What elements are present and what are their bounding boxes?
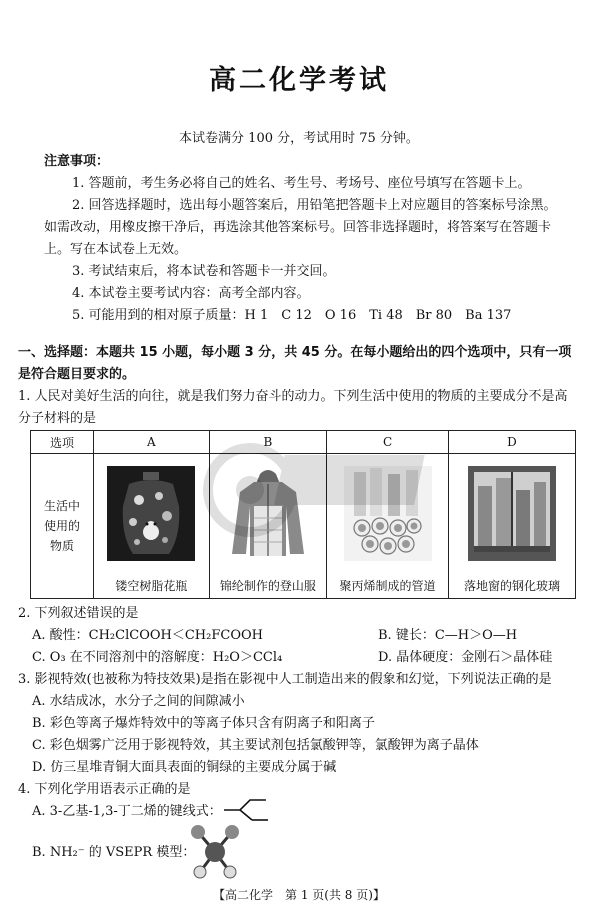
q1-options-table [30,430,576,599]
q2-option-a: A. 酸性：CH₂ClCOOH＜CH₂FCOOH [32,628,263,643]
pipes-image [344,466,432,561]
q4-stem: 4. 下列化学用语表示正确的是 [18,782,191,797]
page-footer: 【高二化学 第 1 页(共 8 页)】 [213,888,385,902]
q3-option-b: B. 彩色等离子爆炸特效中的等离子体只含有阴离子和阳离子 [32,716,375,731]
q2-option-d: D. 晶体硬度：金刚石＞晶体硅 [378,650,553,665]
jacket-image [224,466,312,561]
q1-stem: 1. 人民对美好生活的向往，就是我们努力奋斗的动力。下列生活中使用的物质的主要成分不是高分子材料的是 [18,389,568,426]
note-5: 5. 可能用到的相对原子质量：H 1 C 12 O 16 Ti 48 Br 80 Ba 137 [72,308,512,323]
table-head-a: A [94,431,210,454]
row-label: 生活中使用的物质 [43,499,80,553]
q2-stem: 2. 下列叙述错误的是 [18,606,139,621]
table-head-option: 选项 [31,431,94,454]
table-head-d: D [448,431,575,454]
note-3: 3. 考试结束后，将本试卷和答题卡一并交回。 [72,264,336,279]
window-image [468,466,556,561]
page-title: 高二化学考试 [209,65,389,96]
vsepr-model-image [180,822,250,882]
caption-d: 落地窗的钢化玻璃 [463,579,560,593]
q3-stem: 3. 影视特效(也被称为特技效果)是指在影视中人工制造出来的假象和幻觉，下列说法正确的是 [18,672,552,687]
q3-option-d: D. 仿三星堆青铜大面具表面的铜绿的主要成分属于碱 [32,760,337,775]
skeletal-formula-image [222,796,272,822]
notes-heading: 注意事项： [44,154,110,169]
exam-info: 本试卷满分 100 分，考试用时 75 分钟。 [179,131,419,146]
caption-b: 锦纶制作的登山服 [219,579,316,593]
caption-c: 聚丙烯制成的管道 [339,579,436,593]
note-1: 1. 答题前，考生务必将自己的姓名、考生号、考场号、座位号填写在答题卡上。 [72,176,531,191]
table-head-b: B [209,431,327,454]
note-4: 4. 本试卷主要考试内容：高考全部内容。 [72,286,310,301]
q4-option-b: B. NH₂⁻ 的 VSEPR 模型： [32,845,196,860]
note-2: 2. 回答选择题时，选出每小题答案后，用铅笔把答题卡上对应题目的答案标号涂黑。如需改动，用橡皮擦干净后，再选涂其他答案标号。回答非选择题时，将答案写在答题卡上。写在本试卷上无效。 [44,198,557,257]
q4-option-a: A. 3-乙基-1,3-丁二烯的键线式： [32,804,222,819]
q2-option-c: C. O₃ 在不同溶剂中的溶解度：H₂O＞CCl₄ [32,650,283,665]
vase-image [107,466,195,561]
q2-option-b: B. 键长：C—H＞O—H [378,628,518,643]
q3-option-a: A. 水结成冰，水分子之间的间隙减小 [32,694,245,709]
caption-a: 镂空树脂花瓶 [115,579,188,593]
table-head-c: C [327,431,449,454]
q3-option-c: C. 彩色烟雾广泛用于影视特效，其主要试剂包括氯酸钾等，氯酸钾为离子晶体 [32,738,479,753]
section-heading: 一、选择题：本题共 15 小题，每小题 3 分，共 45 分。在每小题给出的四个选项中，只有一项是符合题目要求的。 [18,345,572,382]
